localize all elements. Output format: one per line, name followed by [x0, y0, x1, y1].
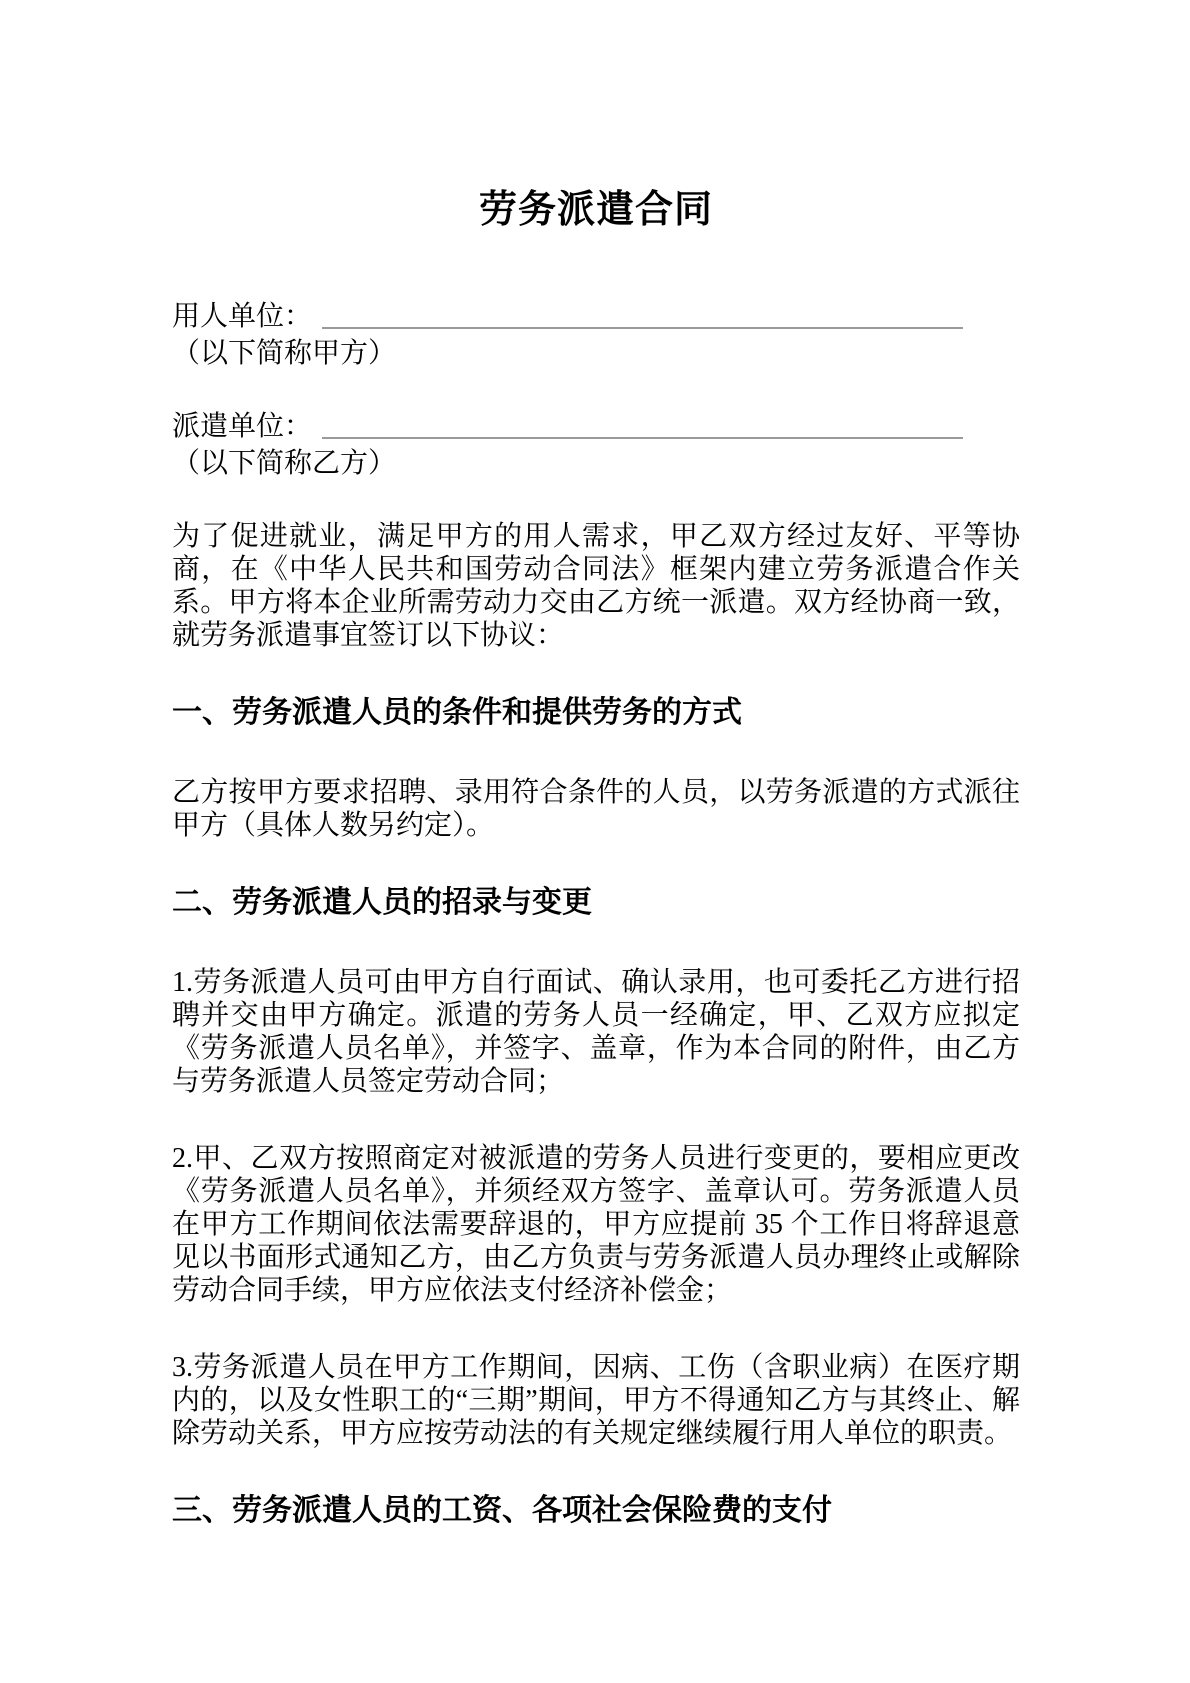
section-1-paragraph-1: 乙方按甲方要求招聘、录用符合条件的人员，以劳务派遣的方式派往甲方（具体人数另约定）。 — [172, 777, 1020, 841]
party-b-fill-row — [172, 410, 963, 443]
section-2-paragraph-1: 1.劳务派遣人员可由甲方自行面试、确认录用，也可委托乙方进行招聘并交由甲方确定。派遣的劳务人员一经确定，甲、乙双方应拟定《劳务派遣人员名单》，并签字、盖章，作为本合同的附件，由乙方与劳务派遣人员签定劳动合同； — [172, 967, 1020, 1097]
document-title: 劳务派遣合同 — [478, 189, 713, 231]
party-b-blank-line — [322, 410, 963, 439]
party-a-block — [172, 300, 1020, 370]
section-2-paragraph-3: 3.劳务派遣人员在甲方工作期间，因病、工伤（含职业病）在医疗期内的，以及女性职工的“三期”期间，甲方不得通知乙方与其终止、解除劳动关系，甲方应按劳动法的有关规定继续履行用人单位的职责。 — [172, 1352, 1020, 1449]
party-b-note: （以下简称乙方） — [172, 448, 397, 479]
party-b-block — [172, 410, 1020, 480]
party-b-label: 派遣单位： — [172, 411, 313, 442]
party-a-label: 用人单位： — [172, 301, 313, 332]
party-a-blank-line — [322, 300, 963, 329]
party-a-fill-row — [172, 300, 963, 333]
section-3-heading: 三、劳务派遣人员的工资、各项社会保险费的支付 — [172, 1494, 832, 1527]
section-2-heading: 二、劳务派遣人员的招录与变更 — [172, 886, 592, 919]
section-2-paragraph-2: 2.甲、乙双方按照商定对被派遣的劳务人员进行变更的，要相应更改《劳务派遣人员名单》，并须经双方签字、盖章认可。劳务派遣人员在甲方工作期间依法需要辞退的，甲方应提前 35 个工作日将辞退意见以书面形式通知乙方，由乙方负责与劳务派遣人员办理终止或解除劳动合同手续，甲方应依法支付经济补偿金； — [172, 1143, 1020, 1306]
section-1-heading: 一、劳务派遣人员的条件和提供劳务的方式 — [172, 696, 742, 729]
intro-paragraph: 为了促进就业，满足甲方的用人需求，甲乙双方经过友好、平等协商，在《中华人民共和国劳动合同法》框架内建立劳务派遣合作关系。甲方将本企业所需劳动力交由乙方统一派遣。双方经协商一致，就劳务派遣事宜签订以下协议： — [172, 521, 1020, 651]
party-a-note: （以下简称甲方） — [172, 338, 397, 369]
